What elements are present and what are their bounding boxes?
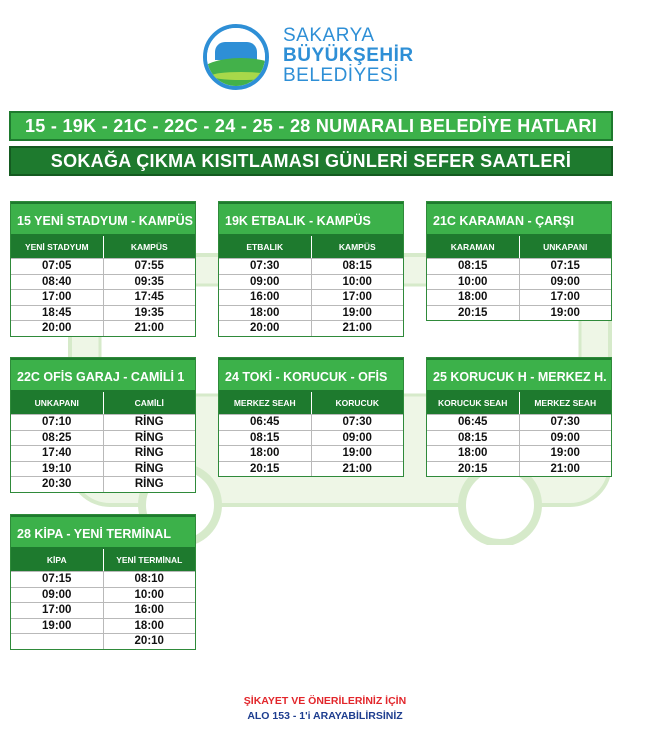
table-cell: 09:00 bbox=[11, 588, 104, 603]
table-cell: 20:15 bbox=[427, 462, 520, 477]
table-cell: 17:00 bbox=[550, 291, 580, 304]
table-cell: 18:00 bbox=[219, 306, 312, 321]
column-header: YENİ STADYUM bbox=[11, 236, 104, 258]
footer-hotline-text: ALO 153 - 1'i ARAYABİLİRSİNİZ bbox=[247, 710, 403, 722]
logo-emblem-icon bbox=[203, 24, 269, 90]
table-cell: 09:35 bbox=[134, 275, 164, 288]
table-cell: 08:10 bbox=[134, 573, 164, 585]
table-cell: 09:00 bbox=[219, 275, 312, 290]
schedule-table-19k bbox=[218, 201, 404, 337]
table-cell: 09:00 bbox=[550, 275, 580, 288]
table-cell: 18:00 bbox=[219, 446, 312, 461]
table-cell: 08:15 bbox=[427, 259, 520, 274]
table-row bbox=[427, 445, 611, 461]
table-cell: 16:00 bbox=[134, 604, 164, 617]
table-cell: 07:55 bbox=[134, 260, 164, 272]
table-cell: 07:15 bbox=[11, 572, 104, 587]
table-cell: 08:15 bbox=[342, 260, 372, 272]
table-cell: 08:15 bbox=[427, 431, 520, 446]
table-cell: 09:00 bbox=[342, 431, 372, 444]
table-cell: 20:10 bbox=[134, 635, 164, 648]
column-header: KAMPÜS bbox=[338, 242, 376, 252]
logo-line-1: SAKARYA bbox=[283, 25, 375, 46]
table-row bbox=[11, 414, 195, 430]
schedule-table-28 bbox=[10, 514, 196, 650]
column-header: KİPA bbox=[11, 549, 104, 571]
logo-text bbox=[283, 26, 414, 86]
table-cell: 19:00 bbox=[11, 619, 104, 634]
table-cell: 21:00 bbox=[342, 462, 372, 475]
table-row bbox=[219, 414, 403, 430]
table-header bbox=[219, 236, 403, 258]
table-cell: 18:45 bbox=[11, 306, 104, 321]
table-header bbox=[11, 236, 195, 258]
table-cell: 07:15 bbox=[550, 260, 580, 272]
logo-line-2: BÜYÜKŞEHİR bbox=[283, 44, 414, 66]
table-header bbox=[427, 236, 611, 258]
table-cell: RİNG bbox=[134, 447, 164, 460]
table-row bbox=[11, 289, 195, 305]
table-row bbox=[427, 305, 611, 321]
table-row bbox=[427, 414, 611, 430]
table-cell: 19:00 bbox=[550, 447, 580, 460]
table-row bbox=[11, 461, 195, 477]
table-cell: 20:15 bbox=[219, 462, 312, 477]
table-cell: 17:40 bbox=[11, 446, 104, 461]
table-cell: 06:45 bbox=[219, 415, 312, 430]
table-cell: 10:00 bbox=[427, 275, 520, 290]
table-cell: 21:00 bbox=[342, 322, 372, 335]
table-cell: 19:00 bbox=[342, 447, 372, 460]
table-row bbox=[219, 430, 403, 446]
table-header bbox=[11, 392, 195, 414]
table-title: 25 KORUCUK H - MERKEZ H. bbox=[427, 358, 611, 392]
table-header bbox=[11, 549, 195, 571]
table-cell: 19:10 bbox=[11, 462, 104, 477]
table-row bbox=[219, 274, 403, 290]
table-header bbox=[219, 392, 403, 414]
table-cell: 07:30 bbox=[550, 416, 580, 428]
column-header: ETBALIK bbox=[219, 236, 312, 258]
column-header: MERKEZ SEAH bbox=[534, 398, 597, 408]
table-row bbox=[11, 305, 195, 321]
table-row bbox=[427, 461, 611, 477]
table-cell bbox=[11, 634, 104, 649]
table-row bbox=[11, 274, 195, 290]
table-row bbox=[11, 587, 195, 603]
table-cell: 17:00 bbox=[11, 603, 104, 618]
table-row bbox=[219, 461, 403, 477]
column-header: UNKAPANI bbox=[543, 242, 588, 252]
table-cell: 20:00 bbox=[11, 321, 104, 336]
lines-banner: 15 - 19K - 21C - 22C - 24 - 25 - 28 NUMARALI BELEDİYE HATLARI bbox=[9, 111, 613, 141]
table-cell: 20:30 bbox=[11, 477, 104, 492]
schedule-table-24 bbox=[218, 357, 404, 477]
table-row bbox=[219, 305, 403, 321]
table-cell: 08:40 bbox=[11, 275, 104, 290]
table-cell: 08:15 bbox=[219, 431, 312, 446]
table-cell: 09:00 bbox=[550, 431, 580, 444]
table-row bbox=[11, 633, 195, 649]
table-title: 24 TOKİ - KORUCUK - OFİS bbox=[219, 358, 403, 392]
table-row bbox=[219, 289, 403, 305]
table-title: 22C OFİS GARAJ - CAMİLİ 1 bbox=[11, 358, 195, 392]
table-cell: 10:00 bbox=[134, 588, 164, 601]
table-cell: 18:00 bbox=[427, 446, 520, 461]
column-header: KARAMAN bbox=[427, 236, 520, 258]
schedule-banner: SOKAĞA ÇIKMA KISITLAMASI GÜNLERİ SEFER SAATLERİ bbox=[9, 146, 613, 176]
table-title: 28 KİPA - YENİ TERMİNAL bbox=[11, 515, 195, 549]
table-cell: 16:00 bbox=[219, 290, 312, 305]
table-cell: 20:15 bbox=[427, 306, 520, 321]
table-cell: 20:00 bbox=[219, 321, 312, 336]
column-header: UNKAPANI bbox=[11, 392, 104, 414]
column-header: KAMPÜS bbox=[130, 242, 168, 252]
schedule-table-15 bbox=[10, 201, 196, 337]
table-row bbox=[427, 258, 611, 274]
table-title: 19K ETBALIK - KAMPÜS bbox=[219, 202, 403, 236]
table-cell: 17:00 bbox=[342, 291, 372, 304]
schedule-table-22c bbox=[10, 357, 196, 493]
table-row bbox=[11, 430, 195, 446]
table-cell: 21:00 bbox=[550, 462, 580, 475]
table-row bbox=[11, 618, 195, 634]
schedule-table-21c bbox=[426, 201, 612, 321]
table-cell: 10:00 bbox=[342, 275, 372, 288]
table-cell: 19:35 bbox=[134, 306, 164, 319]
table-cell: 18:00 bbox=[427, 290, 520, 305]
column-header: YENİ TERMİNAL bbox=[116, 555, 183, 565]
table-row bbox=[11, 320, 195, 336]
table-title: 15 YENİ STADYUM - KAMPÜS bbox=[11, 202, 195, 236]
table-cell: 19:00 bbox=[550, 306, 580, 319]
table-cell: 07:30 bbox=[342, 416, 372, 428]
table-title: 21C KARAMAN - ÇARŞI bbox=[427, 202, 611, 236]
schedule-table-25 bbox=[426, 357, 612, 477]
table-cell: RİNG bbox=[134, 416, 164, 428]
table-header bbox=[427, 392, 611, 414]
table-cell: 17:00 bbox=[11, 290, 104, 305]
table-row bbox=[11, 476, 195, 492]
table-cell: RİNG bbox=[134, 462, 164, 475]
column-header: KORUCUK SEAH bbox=[427, 392, 520, 414]
column-header: KORUCUK bbox=[335, 398, 379, 408]
table-cell: 07:10 bbox=[11, 415, 104, 430]
table-row bbox=[427, 274, 611, 290]
table-row bbox=[11, 258, 195, 274]
table-cell: 21:00 bbox=[134, 322, 164, 335]
table-row bbox=[427, 289, 611, 305]
table-row bbox=[11, 602, 195, 618]
column-header: CAMİLİ bbox=[134, 398, 164, 408]
footer-complaints-text: ŞİKAYET VE ÖNERİLERİNİZ İÇİN bbox=[243, 695, 407, 707]
logo-line-3: BELEDİYESİ bbox=[283, 64, 399, 86]
table-cell: 07:30 bbox=[219, 259, 312, 274]
table-cell: RİNG bbox=[134, 478, 164, 491]
table-cell: RİNG bbox=[134, 431, 164, 444]
table-cell: 06:45 bbox=[427, 415, 520, 430]
municipality-logo bbox=[203, 22, 433, 92]
table-cell: 07:05 bbox=[11, 259, 104, 274]
table-row bbox=[11, 445, 195, 461]
table-cell: 18:00 bbox=[134, 619, 164, 632]
table-row bbox=[11, 571, 195, 587]
table-row bbox=[219, 445, 403, 461]
table-cell: 08:25 bbox=[11, 431, 104, 446]
table-row bbox=[219, 258, 403, 274]
column-header: MERKEZ SEAH bbox=[219, 392, 312, 414]
table-cell: 19:00 bbox=[342, 306, 372, 319]
table-row bbox=[427, 430, 611, 446]
table-cell: 17:45 bbox=[134, 291, 164, 304]
table-row bbox=[219, 320, 403, 336]
